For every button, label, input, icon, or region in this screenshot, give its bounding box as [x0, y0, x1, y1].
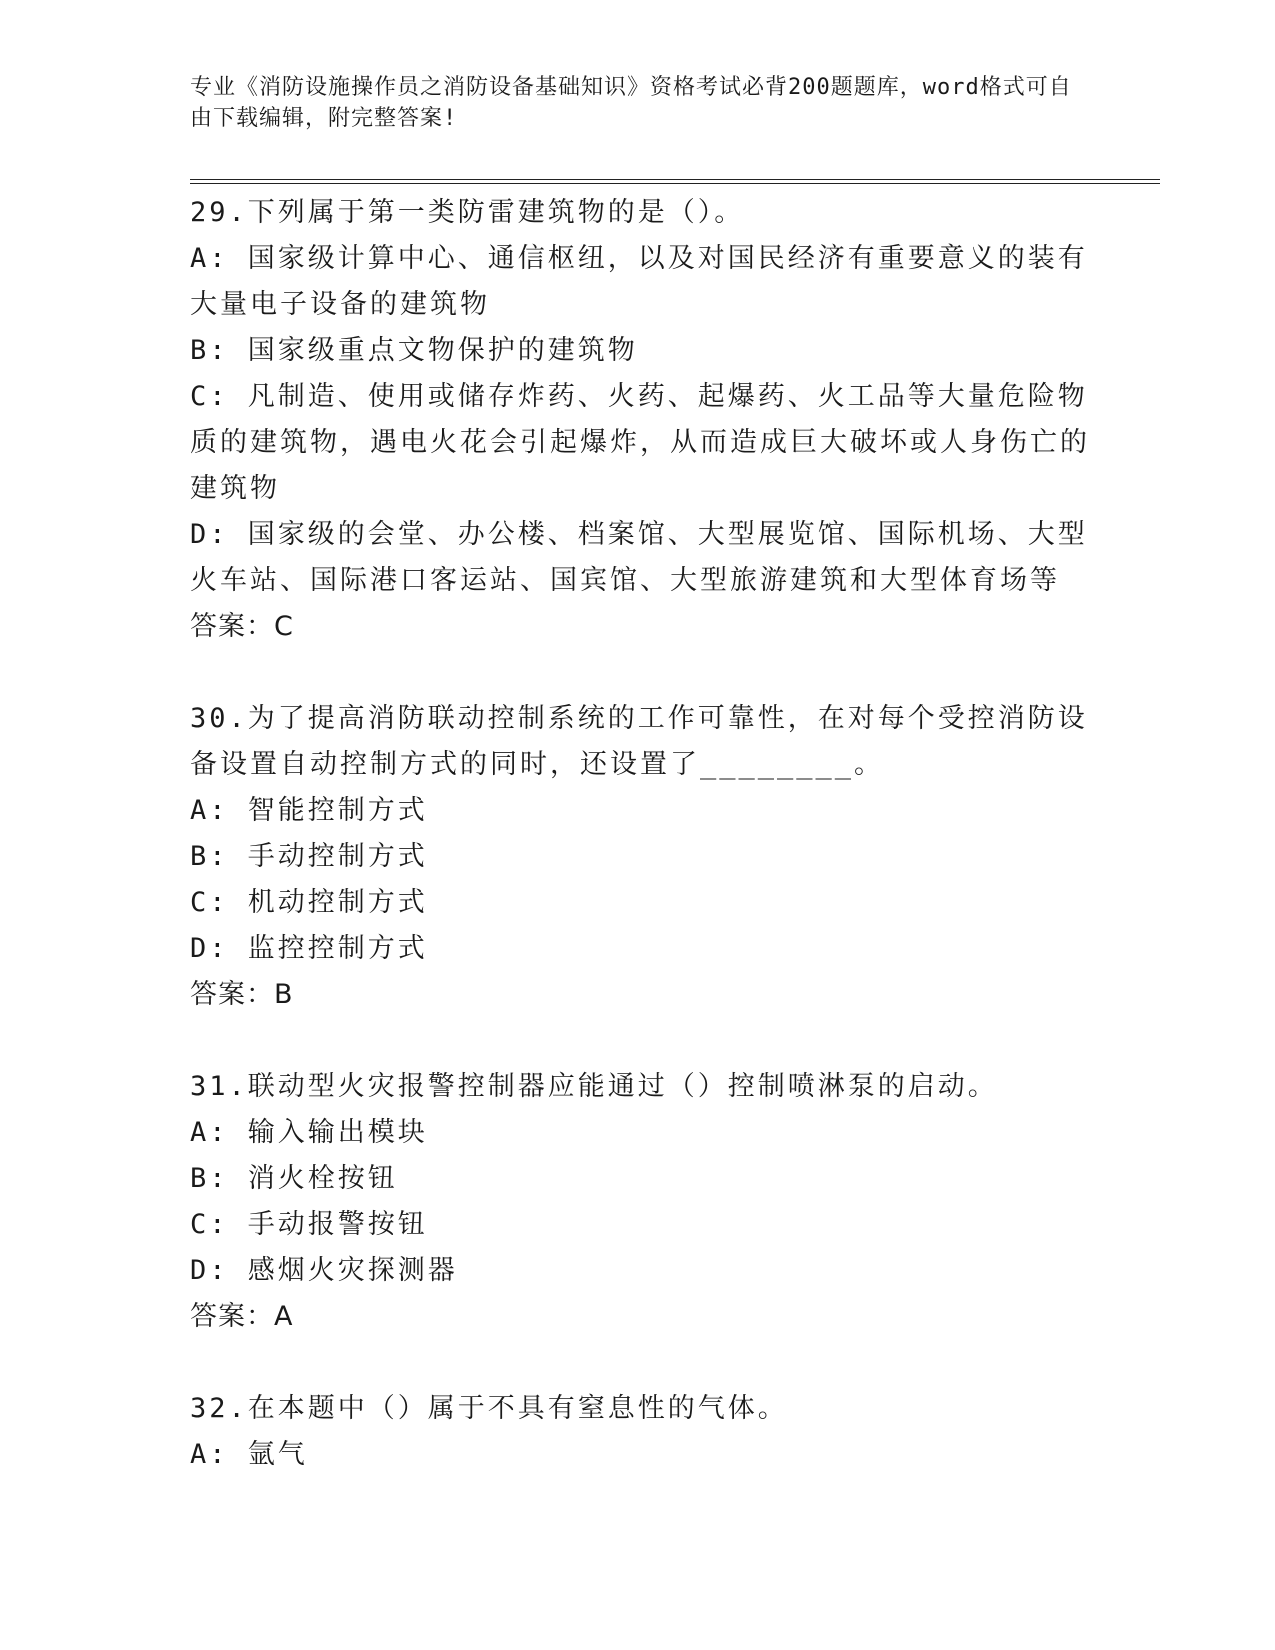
- option-b: B: 手动控制方式: [190, 841, 428, 872]
- option-c: C: 凡制造、使用或储存炸药、火药、起爆药、火工品等大量危险物质的建筑物，遇电火花会引起爆炸，从而造成巨大破坏或人身伤亡的建筑物: [190, 381, 1090, 504]
- option-a: A: 氩气: [190, 1439, 308, 1470]
- option-d: D: 国家级的会堂、办公楼、档案馆、大型展览馆、国际机场、大型火车站、国际港口客运站、国宾馆、大型旅游建筑和大型体育场等: [190, 519, 1088, 596]
- answer-line: 答案：A: [190, 1301, 294, 1332]
- document-header: 专业《消防设施操作员之消防设备基础知识》资格考试必背200题题库，word格式可自由下载编辑，附完整答案!: [190, 75, 1072, 131]
- option-c: C: 手动报警按钮: [190, 1209, 428, 1240]
- question-stem: 30.为了提高消防联动控制系统的工作可靠性，在对每个受控消防设备设置自动控制方式的同时，还设置了________。: [190, 703, 1088, 780]
- question-31: [190, 1064, 1090, 1340]
- option-b: B: 国家级重点文物保护的建筑物: [190, 335, 638, 366]
- question-stem: 32.在本题中（）属于不具有窒息性的气体。: [190, 1393, 788, 1424]
- option-c: C: 机动控制方式: [190, 887, 428, 918]
- option-d: D: 监控控制方式: [190, 933, 428, 964]
- question-29: [190, 190, 1090, 650]
- question-32: [190, 1386, 1090, 1478]
- option-b: B: 消火栓按钮: [190, 1163, 398, 1194]
- option-a: A: 智能控制方式: [190, 795, 428, 826]
- header-divider-bottom: [190, 183, 1160, 184]
- option-a: A: 国家级计算中心、通信枢纽，以及对国民经济有重要意义的装有大量电子设备的建筑物: [190, 243, 1088, 320]
- option-d: D: 感烟火灾探测器: [190, 1255, 458, 1286]
- question-stem: 29.下列属于第一类防雷建筑物的是（）。: [190, 197, 745, 228]
- option-a: A: 输入输出模块: [190, 1117, 428, 1148]
- question-list: [190, 190, 1090, 1524]
- answer-line: 答案：B: [190, 979, 294, 1010]
- header-divider-top: [190, 179, 1160, 180]
- question-30: [190, 696, 1090, 1018]
- answer-line: 答案：C: [190, 611, 294, 642]
- question-stem: 31.联动型火灾报警控制器应能通过（）控制喷淋泵的启动。: [190, 1071, 998, 1102]
